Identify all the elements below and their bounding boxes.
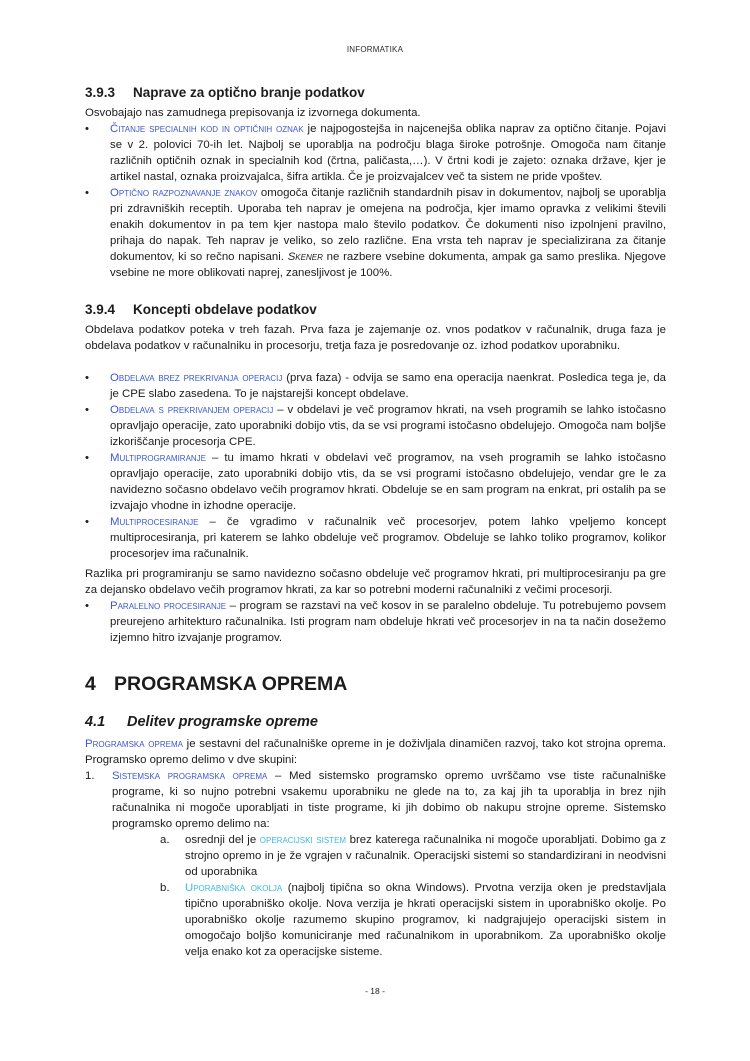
term-blue: Optično razpoznavanje znakov <box>110 187 258 199</box>
text-run: – če vgradimo v računalnik več procesorjev, potem lahko vpeljemo koncept multiprocesiranja, pri katerem se lahko obdeluje več programov. Obdeluje se lahko toliko programov, kolikor procesorjev ima računalnik. <box>110 516 666 560</box>
text-run: – program se razstavi na več kosov in se paralelno obdeluje. Tu potrebujemo povsem preurejeno arhitekturo računalnika. Isti program nam obdeluje hkrati več procesorjev in na ta način dosežemo izjemno hitro izvajanje programov. <box>110 600 666 644</box>
term-blue: Sistemska programska oprema <box>112 770 268 782</box>
text-run: ne razbere vsebine dokumenta, ampak ga samo preslika. Njegove vsebine ne more oblikovati naprej, zanesljivost je 100%. <box>110 251 666 279</box>
document-content <box>85 84 666 960</box>
text-run: Obdelava podatkov poteka v treh fazah. Prva faza je zajemanje oz. vnos podatkov v računalnik, druga faza je obdelava podatkov v računalniku in procesorju, tretja faza je posredovanje oz. izhod podatkov uporabniku. <box>85 324 666 352</box>
list-marker: • <box>85 404 89 416</box>
list-item-text <box>110 514 666 562</box>
term-cyan: Uporabniška okolja <box>185 882 283 894</box>
paragraph <box>85 736 666 768</box>
page-number: - 18 - <box>365 986 385 996</box>
text-run: (najbolj tipična so okna Windows). Prvotna verzija oken je predstavljala tipično uporabniško okolje. Nova verzija je hkrati operacijski sistem in uporabniško okolje. Po uporabniško okolje razumemo skupino programov, ki nadgrajujejo operacijski sistem in omogočajo boljšo komuniciranje med računalnikom in uporabnikom. Za uporabniško okolje velja enako kot za operacijske sisteme. <box>185 882 666 958</box>
lettered-list-item <box>160 880 666 960</box>
heading-text: PROGRAMSKA OPREMA <box>114 673 348 695</box>
list-marker: • <box>85 600 89 612</box>
text-run: omogoča čitanje različnih standardnih pisav in dokumentov, najbolj se uporablja pri zdravniških receptih. Uporaba teh naprav je omejena na področja, kjer imamo opravka z velikimi števili enakih dokumentov in pa tem kjer nastopa malo število podatkov. Če dokumenti niso izpolnjeni pravilno, prihaja do napak. Teh naprav je veliko, so zelo različne. Ena vrsta teh naprav je specializirana za čitanje dokumentov, ki so rečno napisani. <box>110 187 666 263</box>
list-item-text <box>185 832 666 880</box>
term-cyan: operacijski sistem <box>259 834 347 846</box>
bullet-list-item <box>85 185 666 281</box>
list-marker: • <box>85 452 89 464</box>
term-blue: Čitanje specialnih kod in optičnih oznak <box>110 123 304 135</box>
heading-4-1 <box>85 713 666 732</box>
text-run: (prva faza) - odvija se samo ena operacija naenkrat. Posledica tega je, da je CPE slabo zasedena. To je najstarejši koncept obdelave. <box>110 372 666 400</box>
bullet-list-item <box>85 121 666 185</box>
list-item-text <box>185 880 666 960</box>
blank-line <box>85 354 666 370</box>
term-blue: Obdelava s prekrivanjem operacij <box>110 404 274 416</box>
list-item-text <box>110 370 666 402</box>
paragraph <box>85 105 666 121</box>
text-run: brez katerega računalnika ni mogoče uporabljati. Dobimo ga z strojno opremo in je že vgrajen v računalnik. Operacijski sistemi so standardizirani in neodvisni od uporabnika <box>185 834 666 878</box>
list-item-text <box>110 402 666 450</box>
list-item-text <box>110 598 666 646</box>
heading-number: 4 <box>85 673 96 695</box>
list-item-text <box>110 121 666 185</box>
text-run: je najpogostejša in najcenejša oblika naprav za optično čitanje. Pojavi se v 2. polovici 70-ih let. Najbolj se uporablja na področju blaga široke potrošnje. Omogoča nam čitanje različnih optičnih oznak in specialnih kod (črtna, paličasta,…). V črtni kodi je zajeto: oznaka države, kjer je artikel nastal, oznaka proizvajalca, šifra artikla. Če je proizvajalcev več ta sistem ne pride vpoštev. <box>110 123 667 183</box>
list-marker: • <box>85 123 89 135</box>
heading-number: 4.1 <box>85 714 106 730</box>
text-run: – Med sistemsko programsko opremo uvrščamo vse tiste računalniške programe, ki so nujno potrebni vsakemu uporabniku ne glede na to, za kaj jih ta uporablja in brez njih računalnika ni mogoče uporabljati in tiste programe, ki jih dobimo ob nakupu strojne opreme. Sistemsko programsko opremo delimo na: <box>112 770 666 830</box>
bullet-list-item <box>85 598 666 646</box>
heading-number: 3.9.4 <box>85 302 116 317</box>
bullet-list-item <box>85 402 666 450</box>
text-run: je sestavni del računalniške opreme in je doživljala dinamičen razvoj, tako kot strojna oprema. Programsko opremo delimo v dve skupini: <box>85 738 666 766</box>
text-run: osrednji del je <box>185 834 260 846</box>
term-blue: Obdelava brez prekrivanja operacij <box>110 372 283 384</box>
text-run: Osvobajajo nas zamudnega prepisovanja iz izvornega dokumenta. <box>85 107 421 119</box>
list-marker: a. <box>160 834 170 846</box>
term-blue: Programska oprema <box>85 738 183 750</box>
term-blue: Paralelno procesiranje <box>110 600 227 612</box>
bullet-list-item <box>85 370 666 402</box>
list-item-text <box>110 185 666 281</box>
heading-4 <box>85 672 666 697</box>
heading-3-9-3 <box>85 84 666 101</box>
heading-3-9-4 <box>85 301 666 318</box>
term-blue: Multiprogramiranje <box>110 452 207 464</box>
numbered-list-item <box>85 768 666 832</box>
list-marker: • <box>85 187 89 199</box>
text-run: – v obdelavi je več programov hkrati, na vseh programih se lahko istočasno opravljajo operacije, zato uporabniki dobijo vtis, da se vsi programi istočasno obdelujejo. Omogoča nam boljše izkoriščanje procesorja CPE. <box>110 404 666 448</box>
heading-number: 3.9.3 <box>85 85 116 100</box>
bullet-list-item <box>85 514 666 562</box>
heading-text: Naprave za optično branje podatkov <box>133 85 365 100</box>
paragraph <box>85 322 666 354</box>
smallcaps-italic-text: Skener <box>287 251 323 263</box>
lettered-list-item <box>160 832 666 880</box>
heading-text: Delitev programske opreme <box>127 714 318 730</box>
list-marker: 1. <box>85 770 95 782</box>
running-header: INFORMATIKA <box>346 45 404 54</box>
list-marker: • <box>85 516 89 528</box>
list-item-text <box>110 450 666 514</box>
heading-text: Koncepti obdelave podatkov <box>133 302 317 317</box>
text-run: Razlika pri programiranju se samo navidezno sočasno obdeluje več programov hkrati, pri multiprocesiranju pa gre za dejansko obdelavo večih programov hkrati, za kar so potrebni moderni računalniki z večimi procesorji. <box>85 568 666 596</box>
text-run: – tu imamo hkrati v obdelavi več programov, na vseh programih se lahko istočasno opravljajo operacije, zato uporabniki dobijo vtis, da se vsi programi istočasno obdelujejo, vendar gre le za navidezno sočasno obdelavo večih programov hkrati. Obdeluje se en sam program na enkrat, pri ostalih pa se izvajajo vhodne in izhodne operacije. <box>110 452 666 512</box>
paragraph <box>85 566 666 598</box>
list-item-text <box>112 768 666 832</box>
term-blue: Multiprocesiranje <box>110 516 199 528</box>
list-marker: b. <box>160 882 170 894</box>
list-marker: • <box>85 372 89 384</box>
bullet-list-item <box>85 450 666 514</box>
